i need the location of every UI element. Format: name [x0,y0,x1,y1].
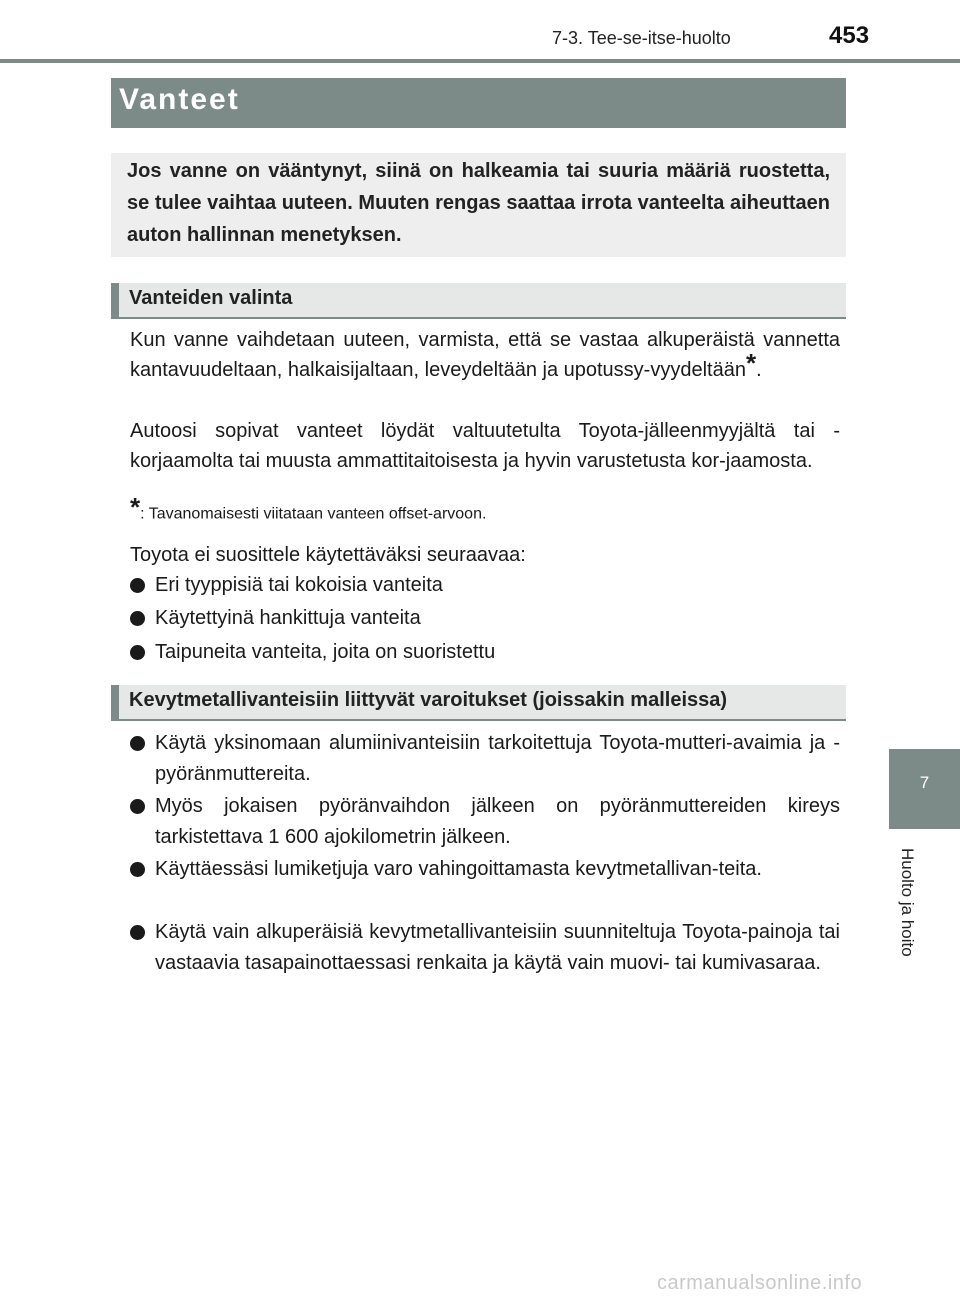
footnote [130,492,840,525]
list-item-text: Käytä vain alkuperäisiä kevytmetallivanteisiin suunniteltuja Toyota-painoja tai vastaavia tasapainottaessasi renkaita ja käytä vain muovi- tai kumivasaraa. [155,921,840,974]
chapter-tab [889,749,960,829]
chapter-label-text: Huolto ja hoito [898,848,917,957]
rim-selection-paragraph [130,325,840,385]
page-title-bar [111,78,846,128]
section-heading-text: Kevytmetallivanteisiin liittyvät varoitukset (joissakin malleissa) [129,689,728,711]
list-item-text: Käytettyinä hankittuja vanteita [155,607,421,629]
header-divider [0,59,960,63]
bullet-icon [130,611,145,626]
heading-marker [111,283,119,317]
watermark: carmanualsonline.info [657,1272,863,1294]
warning-box [111,153,846,257]
footnote-marker: * [745,348,757,379]
dealer-paragraph: Autoosi sopivat vanteet löydät valtuutetulta Toyota-jälleenmyyjältä tai -korjaamolta tai muusta ammattitaitoisesta ja hyvin varustetusta kor-jaamosta. [130,420,840,472]
bullet-icon [130,578,145,593]
section-heading-text: Vanteiden valinta [129,287,293,309]
section-heading-alloy-warnings [111,685,846,721]
list-item-text: Käytä yksinomaan alumiinivanteisiin tarkoitettuja Toyota-mutteri-avaimia ja -pyöränmuttereita. [155,732,840,785]
chapter-number: 7 [919,773,930,792]
not-recommended-intro: Toyota ei suosittele käytettäväksi seuraavaa: [130,544,526,566]
footnote-text: : Tavanomaisesti viitataan vanteen offset-arvoon. [140,505,487,523]
bullet-icon [130,925,145,940]
bullet-icon [130,645,145,660]
list-item [130,637,840,668]
list-item-text: Käyttäessäsi lumiketjuja varo vahingoittamasta kevytmetallivan-teita. [155,858,762,880]
paragraph-end: . [756,359,762,381]
list-item-text: Taipuneita vanteita, joita on suoristettu [155,641,496,663]
bullet-icon [130,799,145,814]
section-heading-rim-selection [111,283,846,319]
chapter-label [889,848,929,978]
list-item [130,917,840,979]
warning-text: Jos vanne on vääntynyt, siinä on halkeamia tai suuria määriä ruostetta, se tulee vaihtaa uuteen. Muuten rengas saattaa irrota vanteelta aiheuttaen auton hallinnan menetyksen. [127,160,830,246]
list-item-text: Eri tyyppisiä tai kokoisia vanteita [155,574,443,596]
page-title: Vanteet [119,83,240,116]
list-item [130,791,840,853]
paragraph-text: Kun vanne vaihdetaan uuteen, varmista, että se vastaa alkuperäistä vannetta kantavuudeltaan, halkaisijaltaan, leveydeltään ja upotussy-vyydeltään [130,329,840,381]
list-item [130,854,840,885]
heading-marker [111,685,119,719]
section-breadcrumb: 7-3. Tee-se-itse-huolto [552,28,731,48]
list-item [130,570,840,601]
footnote-star: * [130,492,141,522]
bullet-icon [130,736,145,751]
page-number: 453 [829,22,870,49]
list-item [130,603,840,634]
bullet-icon [130,862,145,877]
list-item-text: Myös jokaisen pyöränvaihdon jälkeen on pyöränmuttereiden kireys tarkistettava 1 600 ajokilometrin jälkeen. [155,795,840,848]
list-item [130,728,840,790]
